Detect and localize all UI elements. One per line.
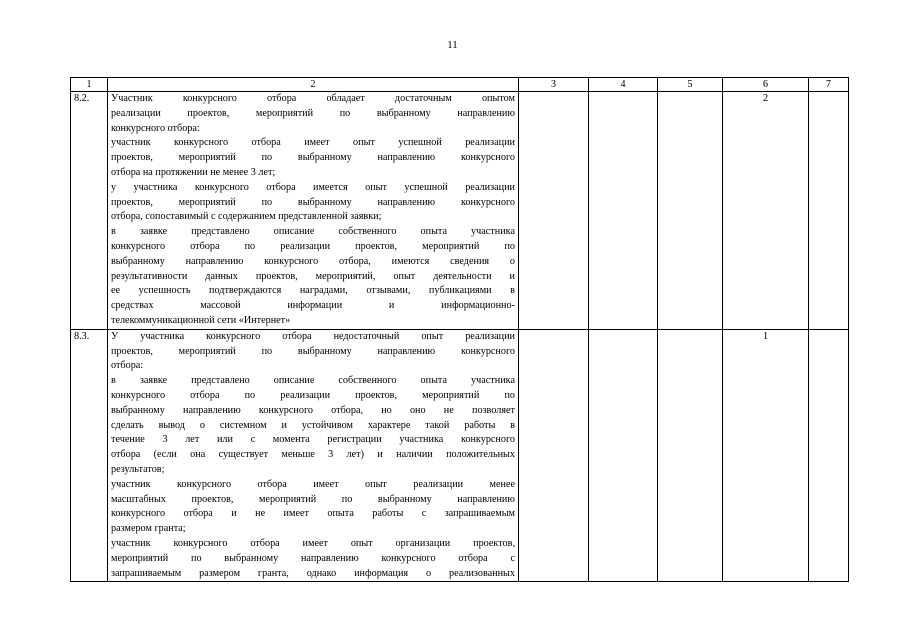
description-line: У участника конкурсного отбора недостаточный опыт реализации [111,330,515,342]
description-line: участник конкурсного отбора имеет опыт успешной реализации [111,137,515,149]
row-number: 8.2. [71,92,108,330]
description-line: конкурсного отбора и не имеет опыта работы с запрашиваемым [111,508,515,520]
column-5-cell [658,92,723,330]
description-line: масштабных проектов, мероприятий по выбранному направлению [111,493,515,505]
description-line: реализации проектов, мероприятий по выбранному направлению [111,107,515,119]
description-line: сделать вывод о системном и устойчивом характере такой работы в [111,419,515,431]
criteria-table [70,77,849,582]
description-line: телекоммуникационной сети «Интернет» [111,314,291,326]
header-cell-6: 6 [723,78,809,92]
description-line: средствах массовой информации и информационно- [111,300,515,312]
description-line: выбранному направлению конкурсного отбора, имеются сведения о [111,255,515,267]
description-line: конкурсного отбора по реализации проектов, мероприятий по [111,240,515,252]
criterion-description [108,329,519,582]
description-line: результативности данных проектов, мероприятий, опыт деятельности и [111,270,515,282]
header-row [71,78,849,92]
score-cell: 1 [723,329,809,582]
description-line: участник конкурсного отбора имеет опыт реализации менее [111,478,515,490]
page-number: 11 [447,39,458,51]
header-cell-2: 2 [108,78,519,92]
description-line: размером гранта; [111,523,186,535]
description-line: отбора, сопоставимый с содержанием представленной заявки; [111,211,382,223]
description-line: отбора на протяжении не менее 3 лет; [111,166,276,178]
description-line: ее успешность подтверждаются наградами, отзывами, публикациями в [111,285,515,297]
column-3-cell [519,329,589,582]
description-line: в заявке представлено описание собственного опыта участника [111,375,515,387]
table-row [71,92,849,330]
column-3-cell [519,92,589,330]
column-7-cell [809,329,849,582]
row-number: 8.3. [71,329,108,582]
description-line: Участник конкурсного отбора обладает достаточным опытом [111,93,515,104]
description-line: у участника конкурсного отбора имеется опыт успешной реализации [111,181,515,193]
header-cell-1: 1 [71,78,108,92]
description-line: отбора (если она существует меньше 3 лет) и наличии положительных [111,449,515,461]
header-cell-3: 3 [519,78,589,92]
description-line: результатов; [111,463,165,475]
column-5-cell [658,329,723,582]
description-line: мероприятий по выбранному направлению конкурсного отбора с [111,552,515,564]
description-line: запрашиваемым размером гранта, однако информация о реализованных [111,567,515,579]
description-line: проектов, мероприятий по выбранному направлению конкурсного [111,345,515,357]
description-line: конкурсного отбора: [111,122,200,134]
header-cell-5: 5 [658,78,723,92]
column-4-cell [589,92,658,330]
score-cell: 2 [723,92,809,330]
column-4-cell [589,329,658,582]
description-line: течение 3 лет или с момента регистрации участника конкурсного [111,434,515,446]
description-line: проектов, мероприятий по выбранному направлению конкурсного [111,152,515,164]
description-line: отбора: [111,360,144,372]
criterion-description [108,92,519,330]
header-cell-4: 4 [589,78,658,92]
description-line: проектов, мероприятий по выбранному направлению конкурсного [111,196,515,208]
description-line: участник конкурсного отбора имеет опыт организации проектов, [111,537,515,549]
table-row [71,329,849,582]
column-7-cell [809,92,849,330]
header-cell-7: 7 [809,78,849,92]
description-line: конкурсного отбора по реализации проектов, мероприятий по [111,389,515,401]
description-line: выбранному направлению конкурсного отбора, но оно не позволяет [111,404,515,416]
description-line: в заявке представлено описание собственного опыта участника [111,226,515,238]
